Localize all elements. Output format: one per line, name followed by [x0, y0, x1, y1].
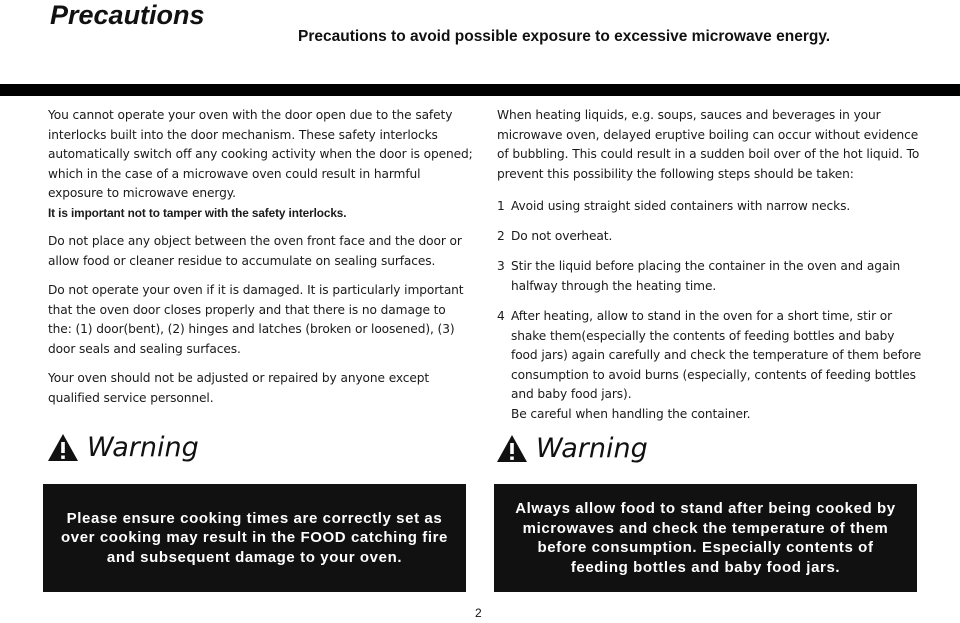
right-column — [497, 106, 922, 424]
warning-triangle-icon — [496, 434, 528, 463]
list-item-number: 4 — [497, 309, 505, 323]
page-title: Precautions — [50, 0, 205, 30]
warning-heading-left — [47, 432, 199, 463]
list-item — [497, 257, 922, 296]
list-item-text: Stir the liquid before placing the container in the oven and again halfway through the heating time. — [511, 259, 901, 293]
list-item-number: 3 — [497, 259, 505, 273]
warning-box-left — [43, 484, 466, 592]
warning-label: Warning — [536, 433, 648, 464]
sealing-paragraph: Do not place any object between the oven front face and the door or allow food or cleaner residue to accumulate on sealing surfaces. — [48, 234, 462, 268]
list-item-text: Do not overheat. — [511, 228, 613, 243]
warning-triangle-icon — [47, 433, 79, 462]
list-item — [497, 227, 922, 247]
interlock-paragraph: You cannot operate your oven with the door open due to the safety interlocks built into the door mechanism. These safety interlocks automatically switch off any cooking activity when the door is opened; which in the case of a microwave oven could result in harmful exposure to microwave energy. — [48, 108, 473, 200]
warning-box-right — [494, 484, 917, 592]
closing-note: Be careful when handling the container. — [511, 406, 751, 421]
warning-heading-right — [496, 433, 648, 464]
warning-label: Warning — [87, 432, 199, 463]
warning-box-text: Please ensure cooking times are correctly set as over cooking may result in the FOOD catching fire and subsequent damage to your oven. — [61, 509, 448, 566]
warning-box-text: Always allow food to stand after being cooked by microwaves and check the temperature of them before consumption. Especially contents of feeding bottles and baby food jars. — [515, 500, 896, 576]
left-column — [48, 106, 473, 408]
list-item-text: After heating, allow to stand in the oven for a short time, stir or shake them(especially the contents of feeding bottles and baby food jars) again carefully and check the temperature of them before consumption to avoid burns (especially, contents of feeding bottles and baby food jars). — [511, 309, 922, 401]
list-item-text: Avoid using straight sided containers with narrow necks. — [511, 199, 851, 213]
list-item — [497, 405, 922, 425]
list-item — [497, 307, 922, 405]
header-divider — [0, 84, 960, 96]
damage-paragraph: Do not operate your oven if it is damaged. It is particularly important that the oven door closes properly and that there is no damage to the: (1) door(bent), (2) hinges and latches (broken or loosened), (3) door seals and sealing surfaces. — [48, 283, 464, 356]
list-item — [497, 197, 922, 217]
service-paragraph: Your oven should not be adjusted or repaired by anyone except qualified service personnel. — [48, 371, 430, 405]
liquids-intro-paragraph: When heating liquids, e.g. soups, sauces and beverages in your microwave oven, delayed eruptive boiling can occur without evidence of bubbling. This could result in a sudden boil over of the hot liquid. To prevent this possibility the following steps should be taken: — [497, 108, 920, 181]
page-number: 2 — [475, 606, 482, 620]
page-subtitle: Precautions to avoid possible exposure to excessive microwave energy. — [298, 28, 831, 45]
interlock-warning-bold: It is important not to tamper with the safety interlocks. — [48, 205, 347, 220]
list-item-number: 1 — [497, 199, 505, 213]
list-item-number: 2 — [497, 228, 505, 243]
